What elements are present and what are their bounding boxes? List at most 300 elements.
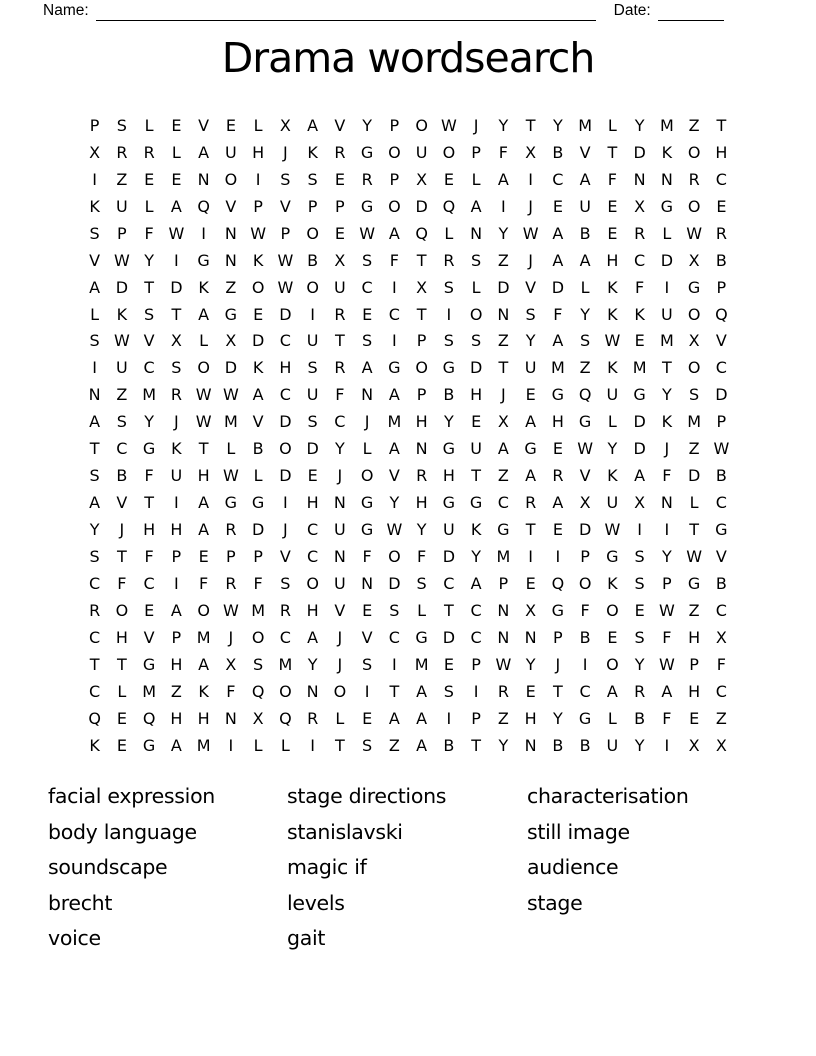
grid-cell: P: [280, 223, 291, 243]
grid-cell: W: [713, 439, 730, 459]
grid-cell: S: [471, 331, 482, 351]
grid-cell: L: [662, 223, 672, 243]
grid-cell: K: [89, 196, 100, 216]
grid-cell: V: [334, 600, 346, 620]
grid-cell: C: [279, 627, 291, 647]
grid-cell: E: [443, 654, 454, 674]
grid-cell: P: [89, 115, 100, 135]
grid-cell: H: [306, 600, 319, 620]
grid-cell: B: [307, 250, 319, 270]
grid-cell: H: [415, 412, 428, 432]
word-bank-column-1: [48, 779, 215, 957]
grid-cell: C: [715, 169, 727, 189]
grid-cell: A: [579, 169, 591, 189]
grid-cell: F: [662, 466, 672, 486]
grid-cell: X: [525, 600, 537, 620]
grid-cell: F: [580, 600, 590, 620]
grid-cell: P: [335, 196, 345, 216]
grid-cell: G: [578, 708, 592, 728]
grid-cell: C: [279, 331, 291, 351]
grid-cell: I: [637, 520, 642, 540]
grid-cell: C: [470, 600, 482, 620]
grid-cell: M: [414, 654, 429, 674]
grid-row: [81, 193, 735, 220]
grid-cell: K: [252, 358, 264, 378]
grid-cell: L: [117, 681, 127, 701]
grid-cell: D: [279, 304, 292, 324]
grid-cell: J: [528, 196, 533, 216]
grid-cell: G: [687, 277, 701, 297]
grid-cell: Y: [634, 115, 645, 135]
grid-cell: R: [443, 250, 455, 270]
grid-cell: P: [471, 654, 481, 674]
grid-cell: C: [715, 493, 727, 513]
grid-cell: A: [89, 493, 101, 513]
grid-cell: L: [471, 277, 481, 297]
grid-cell: G: [660, 196, 674, 216]
grid-cell: N: [224, 708, 237, 728]
grid-cell: G: [360, 520, 374, 540]
grid-cell: C: [143, 573, 155, 593]
grid-cell: W: [113, 250, 130, 270]
grid-cell: N: [633, 169, 646, 189]
grid-cell: R: [225, 520, 237, 540]
grid-cell: J: [337, 466, 343, 486]
grid-row: [81, 166, 735, 193]
grid-row: [81, 462, 735, 489]
grid-cell: W: [440, 115, 457, 135]
grid-cell: H: [606, 250, 619, 270]
grid-row: [81, 543, 735, 570]
grid-cell: G: [578, 412, 592, 432]
grid-cell: D: [279, 466, 292, 486]
grid-cell: D: [279, 412, 292, 432]
grid-cell: L: [580, 277, 590, 297]
grid-cell: Z: [497, 331, 509, 351]
grid-cell: M: [251, 600, 266, 620]
grid-cell: W: [522, 223, 539, 243]
grid-cell: E: [144, 600, 155, 620]
grid-cell: C: [89, 573, 101, 593]
word-bank-item: stage: [527, 890, 583, 915]
grid-cell: E: [198, 546, 209, 566]
grid-cell: K: [634, 304, 645, 324]
grid-cell: S: [253, 654, 264, 674]
grid-cell: E: [334, 169, 345, 189]
grid-cell: P: [171, 627, 182, 647]
grid-cell: U: [170, 466, 183, 486]
grid-row: [81, 705, 735, 732]
grid-row: [81, 139, 735, 166]
grid-cell: W: [168, 223, 185, 243]
grid-cell: T: [607, 142, 618, 162]
grid-cell: E: [362, 708, 373, 728]
grid-cell: L: [607, 708, 617, 728]
grid-row: [81, 597, 735, 624]
grid-cell: G: [224, 304, 238, 324]
grid-cell: G: [142, 439, 156, 459]
grid-cell: T: [661, 358, 672, 378]
grid-cell: O: [115, 600, 129, 620]
grid-cell: B: [715, 573, 727, 593]
grid-cell: A: [388, 439, 400, 459]
grid-row: [81, 651, 735, 678]
grid-cell: D: [442, 546, 456, 566]
grid-cell: Y: [634, 654, 645, 674]
grid-cell: H: [170, 708, 183, 728]
grid-cell: N: [470, 223, 483, 243]
grid-cell: D: [251, 520, 265, 540]
grid-cell: K: [661, 142, 673, 162]
grid-cell: M: [196, 627, 211, 647]
grid-cell: K: [607, 304, 618, 324]
grid-cell: S: [307, 358, 318, 378]
grid-cell: P: [662, 573, 672, 593]
grid-cell: G: [197, 250, 210, 270]
grid-cell: I: [174, 250, 179, 270]
grid-cell: I: [255, 169, 261, 189]
grid-cell: L: [253, 735, 263, 755]
grid-cell: Y: [334, 439, 345, 459]
grid-cell: A: [661, 681, 673, 701]
grid-cell: J: [337, 654, 343, 674]
grid-cell: O: [251, 277, 265, 297]
grid-cell: Z: [688, 439, 700, 459]
grid-cell: O: [415, 115, 428, 135]
grid-cell: I: [392, 331, 397, 351]
grid-cell: L: [444, 223, 454, 243]
grid-cell: D: [578, 520, 592, 540]
grid-cell: T: [416, 250, 427, 270]
grid-cell: Y: [552, 115, 563, 135]
grid-cell: P: [117, 223, 127, 243]
grid-cell: S: [389, 600, 400, 620]
grid-cell: L: [607, 115, 617, 135]
grid-cell: E: [689, 708, 700, 728]
grid-cell: Z: [116, 385, 128, 405]
grid-cell: T: [443, 600, 454, 620]
grid-cell: N: [333, 493, 346, 513]
grid-cell: E: [607, 627, 618, 647]
word-bank-item: voice: [48, 926, 101, 951]
grid-cell: O: [687, 196, 701, 216]
grid-cell: A: [552, 331, 564, 351]
grid-cell: O: [197, 600, 210, 620]
grid-cell: C: [388, 627, 400, 647]
grid-cell: E: [716, 196, 727, 216]
grid-cell: L: [90, 304, 100, 324]
grid-cell: U: [334, 573, 346, 593]
grid-cell: E: [171, 169, 182, 189]
grid-cell: T: [171, 304, 182, 324]
grid-cell: F: [662, 708, 672, 728]
word-bank-item: magic if: [287, 855, 367, 880]
grid-cell: I: [364, 681, 370, 701]
grid-cell: R: [552, 466, 564, 486]
grid-cell: Y: [144, 250, 155, 270]
grid-cell: J: [283, 142, 288, 162]
grid-cell: E: [552, 196, 563, 216]
grid-cell: D: [715, 385, 728, 405]
grid-cell: V: [525, 277, 537, 297]
grid-cell: A: [252, 385, 264, 405]
grid-cell: Y: [661, 546, 672, 566]
grid-cell: A: [525, 412, 537, 432]
grid-cell: W: [222, 600, 239, 620]
grid-cell: Y: [498, 223, 509, 243]
grid-cell: F: [117, 573, 127, 593]
grid-cell: R: [89, 600, 101, 620]
grid-cell: O: [388, 546, 401, 566]
grid-cell: X: [688, 735, 700, 755]
grid-cell: U: [306, 331, 319, 351]
grid-cell: E: [525, 573, 536, 593]
page-title: Drama wordsearch: [221, 34, 595, 82]
grid-cell: T: [689, 520, 700, 540]
grid-cell: G: [442, 439, 456, 459]
grid-cell: S: [307, 412, 318, 432]
grid-cell: T: [144, 493, 155, 513]
grid-cell: Q: [88, 708, 101, 728]
grid-cell: O: [687, 142, 701, 162]
grid-cell: T: [198, 439, 209, 459]
grid-cell: C: [470, 627, 482, 647]
grid-cell: E: [225, 115, 236, 135]
grid-cell: U: [225, 142, 237, 162]
grid-cell: B: [634, 708, 646, 728]
grid-cell: A: [606, 681, 618, 701]
grid-cell: V: [715, 331, 727, 351]
grid-cell: B: [579, 627, 591, 647]
grid-cell: Q: [279, 708, 292, 728]
grid-cell: X: [715, 627, 727, 647]
grid-cell: S: [280, 169, 291, 189]
grid-cell: E: [334, 223, 345, 243]
grid-cell: F: [144, 546, 154, 566]
grid-row: [81, 354, 735, 381]
grid-cell: A: [416, 735, 428, 755]
grid-cell: F: [417, 546, 427, 566]
grid-cell: G: [360, 493, 374, 513]
grid-cell: M: [196, 735, 211, 755]
grid-cell: M: [687, 412, 702, 432]
grid-cell: X: [416, 169, 428, 189]
grid-cell: G: [551, 600, 565, 620]
grid-cell: X: [252, 708, 264, 728]
grid-cell: S: [362, 331, 373, 351]
grid-cell: C: [116, 439, 128, 459]
grid-cell: K: [171, 439, 182, 459]
grid-cell: O: [197, 358, 210, 378]
grid-cell: U: [415, 142, 428, 162]
grid-cell: U: [306, 385, 319, 405]
grid-cell: C: [89, 627, 101, 647]
grid-cell: N: [197, 169, 210, 189]
grid-cell: E: [116, 735, 127, 755]
grid-cell: X: [225, 654, 237, 674]
grid-cell: E: [525, 385, 536, 405]
grid-cell: W: [113, 331, 130, 351]
grid-row: [81, 570, 735, 597]
grid-cell: N: [660, 493, 673, 513]
grid-cell: Q: [551, 573, 565, 593]
grid-cell: R: [116, 142, 128, 162]
grid-cell: O: [306, 573, 319, 593]
date-label: Date:: [613, 2, 651, 19]
grid-cell: A: [388, 708, 400, 728]
grid-cell: F: [635, 277, 645, 297]
grid-cell: Q: [142, 708, 156, 728]
grid-cell: O: [279, 439, 292, 459]
grid-cell: Y: [525, 331, 536, 351]
grid-cell: R: [634, 223, 646, 243]
grid-cell: H: [115, 627, 128, 647]
grid-cell: S: [634, 573, 645, 593]
grid-cell: Y: [661, 385, 672, 405]
grid-cell: W: [222, 385, 239, 405]
grid-cell: S: [362, 250, 373, 270]
grid-cell: T: [552, 681, 563, 701]
grid-cell: Q: [715, 304, 728, 324]
grid-cell: L: [171, 142, 181, 162]
grid-cell: T: [116, 546, 127, 566]
grid-cell: H: [306, 493, 319, 513]
grid-cell: H: [715, 142, 728, 162]
grid-row: [81, 435, 735, 462]
grid-cell: M: [387, 412, 402, 432]
grid-cell: I: [664, 520, 670, 540]
grid-cell: K: [252, 250, 264, 270]
grid-cell: X: [634, 196, 646, 216]
grid-cell: A: [198, 493, 210, 513]
grid-cell: L: [417, 600, 427, 620]
grid-cell: R: [416, 466, 428, 486]
grid-cell: P: [580, 546, 590, 566]
grid-cell: K: [470, 520, 482, 540]
grid-cell: X: [279, 115, 291, 135]
grid-cell: C: [552, 169, 564, 189]
grid-cell: W: [604, 520, 621, 540]
grid-cell: L: [144, 115, 154, 135]
grid-cell: S: [171, 358, 182, 378]
grid-cell: S: [443, 331, 454, 351]
grid-cell: J: [337, 627, 343, 647]
grid-cell: L: [199, 331, 209, 351]
grid-cell: O: [687, 358, 701, 378]
grid-cell: O: [606, 654, 619, 674]
grid-cell: U: [606, 385, 619, 405]
worksheet-header: [43, 2, 738, 21]
grid-cell: N: [333, 546, 346, 566]
grid-cell: J: [228, 627, 234, 647]
grid-cell: R: [334, 304, 346, 324]
grid-cell: D: [660, 250, 674, 270]
grid-cell: P: [416, 385, 427, 405]
grid-cell: N: [660, 169, 673, 189]
grid-cell: D: [442, 627, 456, 647]
grid-cell: A: [198, 142, 210, 162]
grid-cell: P: [307, 196, 318, 216]
grid-cell: V: [143, 627, 155, 647]
grid-cell: J: [283, 520, 288, 540]
grid-cell: U: [334, 520, 346, 540]
grid-cell: V: [334, 115, 346, 135]
grid-cell: G: [687, 573, 701, 593]
grid-cell: S: [580, 331, 591, 351]
grid-cell: I: [528, 169, 533, 189]
grid-row: [81, 247, 735, 274]
grid-cell: E: [144, 169, 155, 189]
grid-cell: L: [689, 493, 699, 513]
grid-cell: H: [170, 654, 183, 674]
grid-cell: D: [551, 277, 565, 297]
word-bank-item: still image: [527, 819, 630, 844]
grid-cell: W: [604, 331, 621, 351]
grid-cell: W: [495, 654, 512, 674]
grid-cell: O: [388, 142, 401, 162]
grid-cell: Z: [497, 466, 509, 486]
grid-cell: I: [528, 546, 533, 566]
grid-cell: C: [307, 546, 319, 566]
grid-cell: I: [446, 708, 452, 728]
grid-cell: E: [634, 331, 645, 351]
grid-cell: V: [116, 493, 128, 513]
grid-cell: W: [222, 466, 239, 486]
grid-cell: B: [552, 735, 564, 755]
grid-cell: P: [716, 412, 727, 432]
grid-cell: S: [689, 385, 700, 405]
grid-cell: S: [89, 331, 100, 351]
grid-cell: G: [551, 385, 565, 405]
grid-cell: B: [443, 735, 455, 755]
grid-cell: C: [579, 681, 591, 701]
grid-cell: E: [607, 196, 618, 216]
grid-cell: W: [195, 412, 212, 432]
grid-cell: R: [361, 169, 373, 189]
grid-cell: E: [443, 169, 454, 189]
grid-cell: C: [307, 520, 319, 540]
grid-cell: E: [362, 600, 373, 620]
grid-cell: Z: [170, 681, 182, 701]
grid-cell: Z: [715, 708, 727, 728]
grid-cell: A: [497, 439, 509, 459]
grid-cell: F: [553, 304, 563, 324]
name-blank-line: [96, 3, 596, 21]
grid-cell: E: [471, 412, 482, 432]
grid-cell: U: [470, 439, 482, 459]
grid-cell: I: [310, 304, 315, 324]
grid-cell: I: [392, 654, 397, 674]
grid-cell: A: [198, 654, 210, 674]
grid-cell: I: [228, 735, 234, 755]
grid-cell: G: [497, 520, 510, 540]
grid-cell: V: [361, 627, 373, 647]
grid-cell: Q: [415, 223, 428, 243]
grid-cell: F: [498, 142, 508, 162]
grid-cell: X: [715, 735, 727, 755]
grid-cell: H: [143, 520, 156, 540]
grid-cell: B: [579, 223, 591, 243]
grid-cell: K: [89, 735, 100, 755]
grid-cell: E: [552, 439, 563, 459]
grid-cell: H: [279, 358, 292, 378]
grid-cell: T: [334, 331, 345, 351]
grid-cell: O: [578, 573, 592, 593]
grid-cell: S: [443, 681, 454, 701]
grid-cell: K: [116, 304, 128, 324]
grid-cell: F: [144, 466, 154, 486]
grid-cell: I: [582, 654, 588, 674]
